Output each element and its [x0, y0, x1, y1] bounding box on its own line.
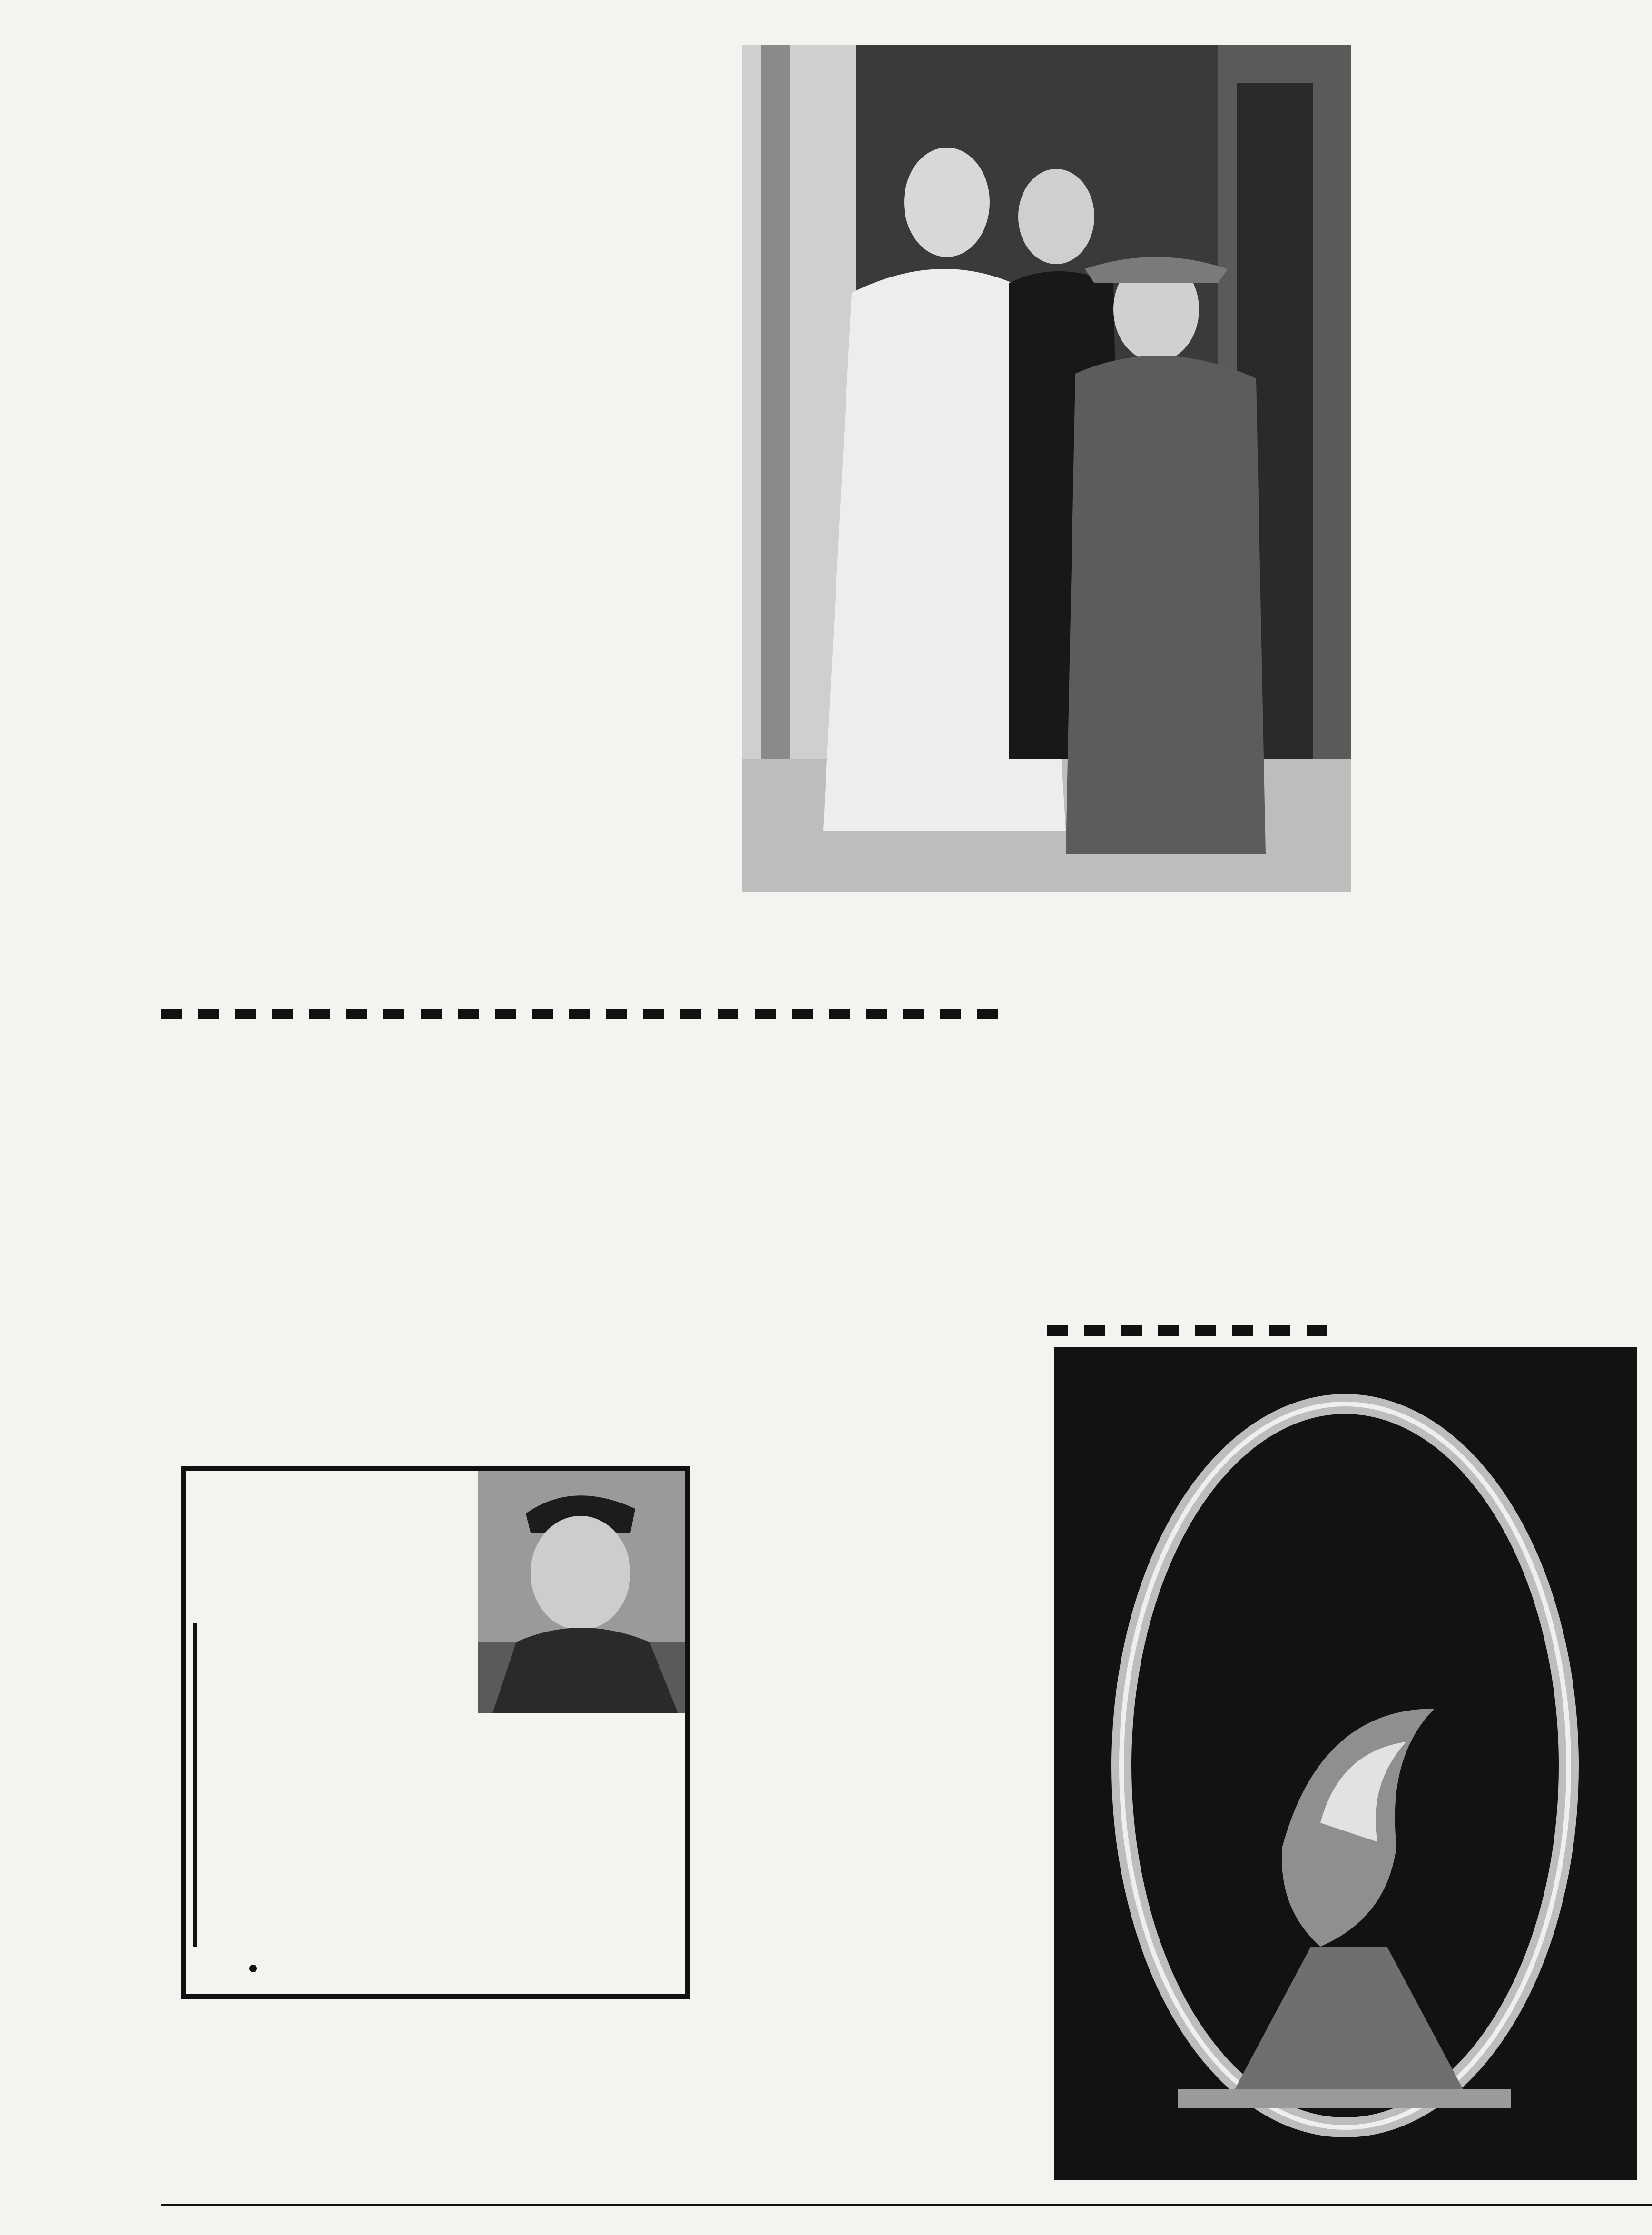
jaime-column-2	[442, 257, 714, 995]
jaime-brasil-photo	[742, 45, 1351, 892]
jaime-column-4	[1032, 933, 1313, 1304]
section-divider	[161, 1009, 1032, 1020]
lusiadas-column-2	[445, 1116, 721, 1421]
section-divider	[1047, 1325, 1380, 1337]
jaime-column-1	[161, 257, 432, 995]
jaime-column-3	[752, 933, 1023, 999]
book-advertisement	[181, 1466, 695, 1999]
ad-address	[243, 1961, 264, 1976]
author-portrait	[478, 1471, 685, 1713]
lusiadas-column-1	[161, 1142, 437, 1423]
sculpture-photo	[1054, 1347, 1637, 2180]
bullet-icon	[249, 1965, 257, 1972]
lusiadas-column-3	[747, 1116, 1028, 2192]
footer-rule	[161, 2204, 1652, 2206]
